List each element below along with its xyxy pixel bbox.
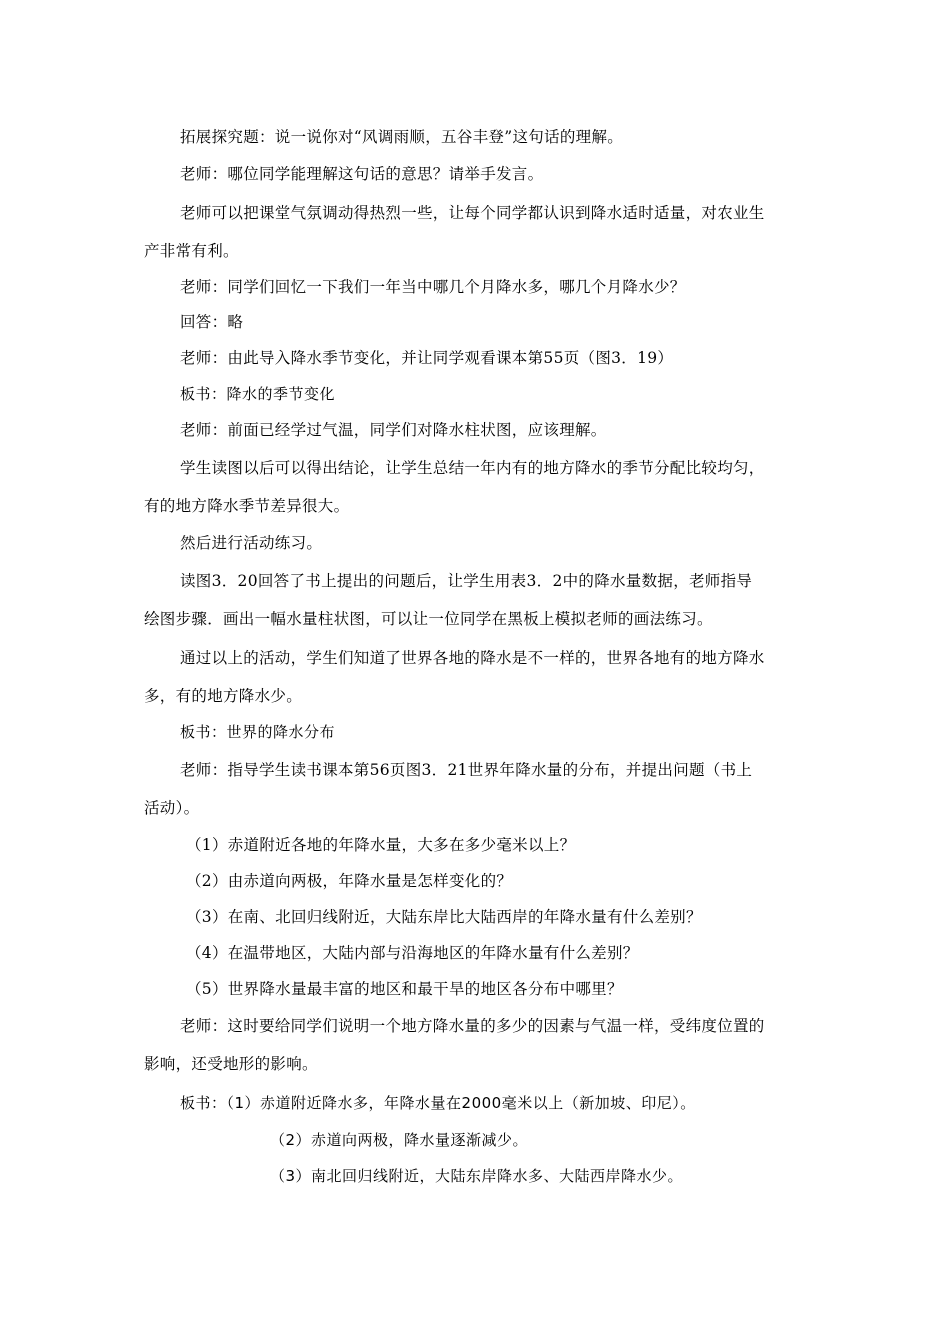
paragraph-line: 回答：略 <box>180 313 244 331</box>
question-item: （5）世界降水量最丰富的地区和最干旱的地区各分布中哪里？ <box>186 980 623 998</box>
paragraph-line: 产非常有利。 <box>144 242 239 260</box>
paragraph-line: 活动）。 <box>144 799 200 817</box>
board-note-line: （2）赤道向两极，降水量逐渐减少。 <box>270 1131 529 1149</box>
paragraph-line: 老师：前面已经学过气温，同学们对降水柱状图，应该理解。 <box>180 421 607 439</box>
question-item: （1）赤道附近各地的年降水量，大多在多少毫米以上？ <box>186 836 576 854</box>
paragraph-line: 老师可以把课堂气氛调动得热烈一些，让每个同学都认识到降水适时适量，对农业生 <box>180 204 765 222</box>
board-note-line: （3）南北回归线附近，大陆东岸降水多、大陆西岸降水少。 <box>270 1167 684 1185</box>
paragraph-line: 老师：指导学生读书课本第56页图3．21世界年降水量的分布，并提出问题（书上 <box>180 761 753 779</box>
question-item: （3）在南、北回归线附近，大陆东岸比大陆西岸的年降水量有什么差别？ <box>186 908 702 926</box>
paragraph-line: 拓展探究题：说一说你对“风调雨顺，五谷丰登”这句话的理解。 <box>180 128 624 146</box>
question-item: （4）在温带地区，大陆内部与沿海地区的年降水量有什么差别？ <box>186 944 639 962</box>
board-note-line: 板书：世界的降水分布 <box>180 723 336 741</box>
paragraph-line: 影响，还受地形的影响。 <box>144 1055 318 1073</box>
paragraph-line: 有的地方降水季节差异很大。 <box>144 497 350 515</box>
paragraph-line: 老师：这时要给同学们说明一个地方降水量的多少的因素与气温一样，受纬度位置的 <box>180 1017 765 1035</box>
board-note-line: 板书：降水的季节变化 <box>180 385 336 403</box>
paragraph-line: 学生读图以后可以得出结论，让学生总结一年内有的地方降水的季节分配比较均匀， <box>180 459 765 477</box>
paragraph-line: 老师：同学们回忆一下我们一年当中哪几个月降水多，哪几个月降水少？ <box>180 278 686 296</box>
paragraph-line: 读图3．20回答了书上提出的问题后，让学生用表3．2中的降水量数据，老师指导 <box>180 572 753 590</box>
paragraph-line: 绘图步骤．画出一幅水量柱状图，可以让一位同学在黑板上模拟老师的画法练习。 <box>144 610 713 628</box>
paragraph-line: 老师：哪位同学能理解这句话的意思？请举手发言。 <box>180 165 544 183</box>
paragraph-line: 然后进行活动练习。 <box>180 534 323 552</box>
paragraph-line: 通过以上的活动，学生们知道了世界各地的降水是不一样的，世界各地有的地方降水 <box>180 649 765 667</box>
paragraph-line: 老师：由此导入降水季节变化，并让同学观看课本第55页（图3．19） <box>180 349 674 367</box>
paragraph-line: 多，有的地方降水少。 <box>144 687 303 705</box>
board-note-line: 板书：（1）赤道附近降水多，年降水量在2000毫米以上（新加坡、印尼）。 <box>180 1094 696 1112</box>
question-item: （2）由赤道向两极，年降水量是怎样变化的？ <box>186 872 513 890</box>
